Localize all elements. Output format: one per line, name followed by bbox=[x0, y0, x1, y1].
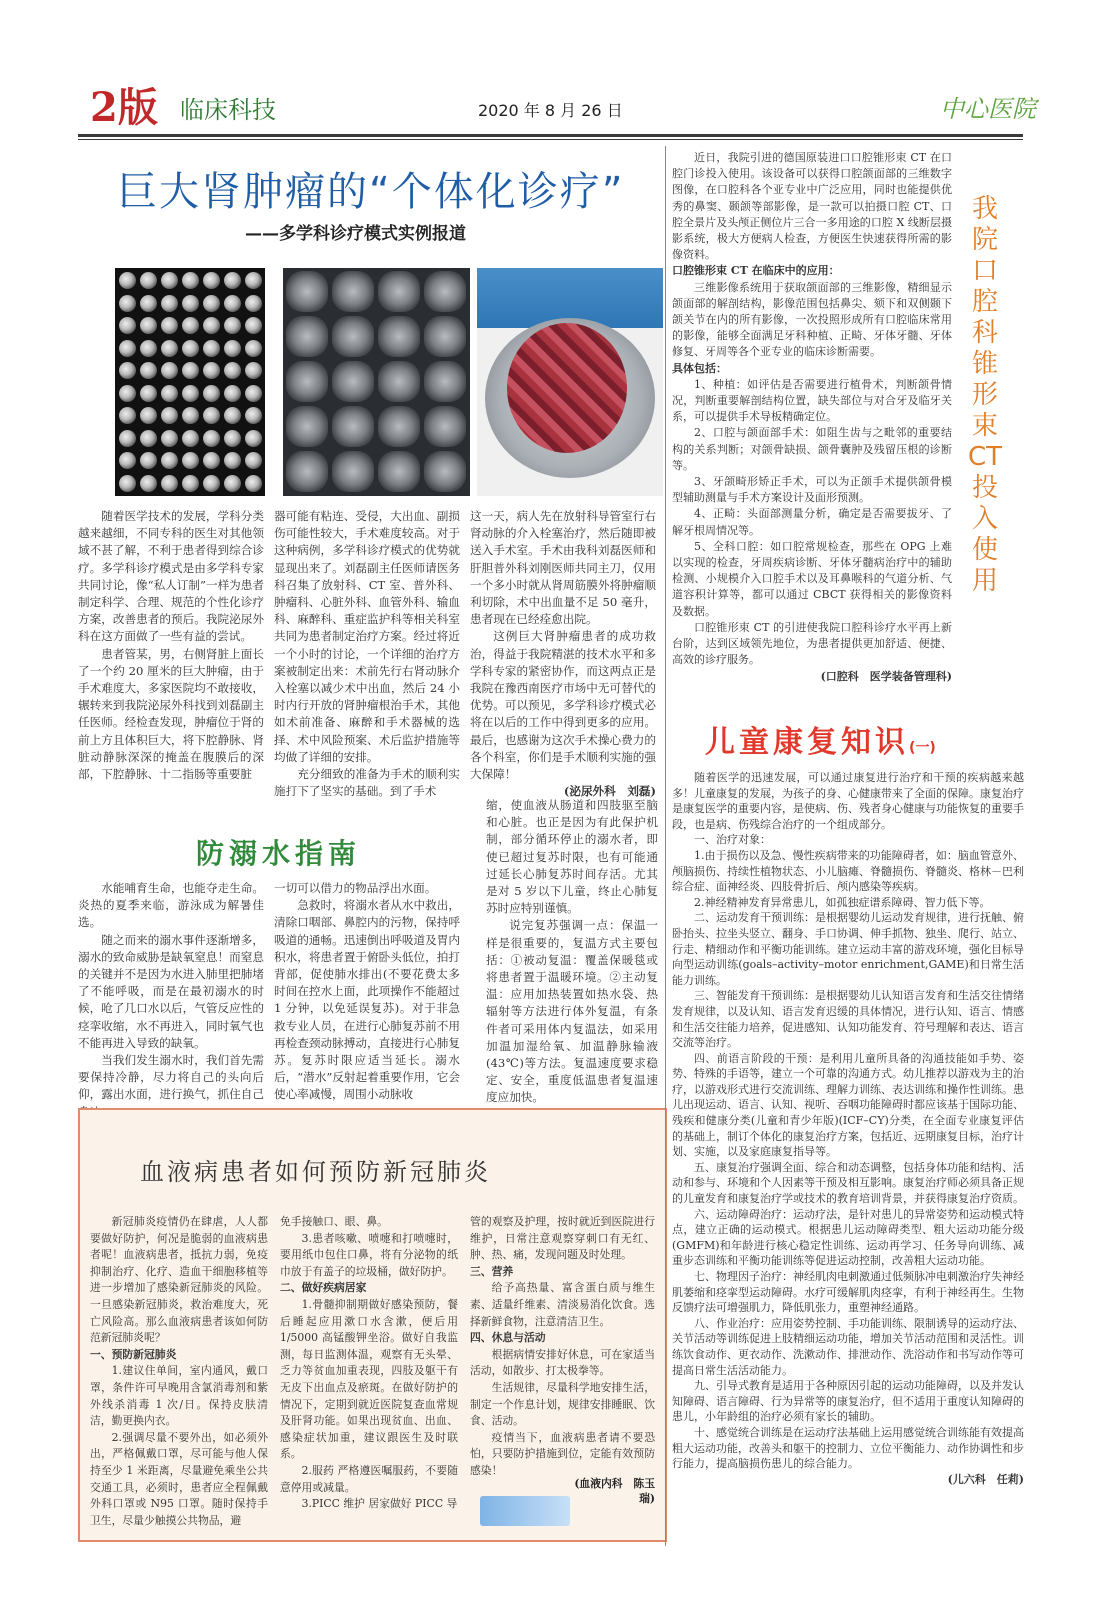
drowning-column-2: 一切可以借力的物品浮出水面。 急救时，将溺水者从水中救出，清除口咽部、鼻腔内的污物，保持呼吸道的通畅。迅速倒出呼吸道及胃内积水，将患者置于俯卧头低位，拍打背部，促使肺水排出(不要花费太多时间在控水上面，此项操作不能超过 1 分钟，以免延误复苏)。对于非急救专业人员，在进行心肺复苏前不用再检查颈动脉搏动，直接进行心肺复苏。复苏时限应适当延长。溺水后，“潜水”反射起着重要作用，它会使心率减慢，周围小动脉收 bbox=[274, 881, 460, 1102]
drowning-column-3: 缩，使血液从肠道和四肢驱至脑和心脏。也正是因为有此保护机制，部分循环停止的溺水者，即使已超过复苏时限，也有可能通过延长心肺复苏时间存活。尤其是对 5 岁以下儿童，终止心肺复苏时应特别谨慎。 说完复苏强调一点：保温一样是很重要的，复温方式主要包括：①被动复温：覆盖保暖毯或将患者置于温暖环境。②主动复温：应用加热装置如热水袋、热辐射等方法进行体外复温，有条件者可采用体内复温法，如采用加温加湿给氧、加温静脉输液(43℃)等方法。复温速度要求稳定、安全，重度低温患者复温速度应加快。 bbox=[486, 797, 658, 1097]
nursing-guide-image bbox=[480, 1496, 570, 1526]
ct-slice bbox=[378, 271, 420, 312]
newspaper-logo: 中心医院 bbox=[940, 95, 1036, 123]
blood-author: (血液内科 陈玉瑞) bbox=[574, 1477, 655, 1505]
blood-article-title: 血液病患者如何预防新冠肺炎 bbox=[140, 1158, 491, 1186]
masthead-rule-thin bbox=[78, 139, 1023, 140]
masthead-rule bbox=[78, 134, 1023, 137]
ct-slice bbox=[224, 407, 241, 424]
ct-slice bbox=[203, 475, 220, 492]
ct-slice bbox=[224, 340, 241, 357]
ct-slice bbox=[332, 451, 374, 492]
ct-slice bbox=[245, 385, 262, 402]
ct-slice bbox=[119, 362, 136, 379]
ct-slice bbox=[203, 385, 220, 402]
ct-slice bbox=[161, 452, 178, 469]
ct-slice bbox=[119, 430, 136, 447]
main-article-column-3: 这一天，病人先在放射科导管室行右肾动脉的介入栓塞治疗，然后随即被送入手术室。手术由我科刘磊医师和肝胆普外科刘刚医师共同主刀，仅用一个多小时就从肾周筋膜外将肿瘤顺利切除，术中出血量不足 50 毫升，患者现在已经痊愈出院。 这例巨大肾肿瘤患者的成功救治，得益于我院精湛的技术水平和多学科专家的紧密协作，而这两点正是我院在豫西南医疗市场中无可替代的优势。可以预见，多学科诊疗模式必将在以后的工作中得到更多的应用。最后，也感谢为这次手术操心费力的各个科室，你们是手术顺利实施的强大保障！ (泌尿外科 刘磊) bbox=[470, 508, 656, 782]
ct-slice bbox=[203, 430, 220, 447]
ct-slice bbox=[182, 362, 199, 379]
main-article-subtitle: ——多学科诊疗模式实例报道 bbox=[245, 224, 466, 244]
ct-article-author: (口腔科 医学装备管理科) bbox=[820, 669, 952, 683]
child-rehab-title: 儿童康复知识(一) bbox=[705, 725, 936, 760]
ct-slice bbox=[182, 317, 199, 334]
ct-slice bbox=[224, 272, 241, 289]
ct-slice bbox=[161, 407, 178, 424]
ct-slice bbox=[203, 452, 220, 469]
ct-slice bbox=[161, 272, 178, 289]
ct-slice bbox=[119, 295, 136, 312]
blood-column-1: 新冠肺炎疫情仍在肆虐，人人都要做好防护，何况是脆弱的血液病患者呢！血液病患者，抵抗力弱，免疫抑制治疗、化疗、造血干细胞移植等进一步增加了感染新冠肺炎的风险。一旦感染新冠肺炎，救治难度大，死亡风险高。那么血液病患者该如何防范新冠肺炎呢？ 一、预防新冠肺炎 1.建议住单间，室内通风，戴口罩，条件许可早晚用含氯消毒剂和紫外线杀消毒 1 次/日。保持皮肤清洁，勤更换内衣。 2.强调尽量不要外出，如必须外出，严格佩戴口罩，尽可能与他人保持至少 1 米距离，尽量避免乘坐公共交通工具，必须时，患者应全程佩戴外科口罩或 N95 口罩。随时保持手卫生，尽量少触摸公共物品，避 bbox=[90, 1215, 268, 1527]
ct-scan-photo bbox=[115, 268, 265, 496]
ct-slice bbox=[203, 407, 220, 424]
ct-slice bbox=[332, 316, 374, 357]
ct-slice bbox=[161, 385, 178, 402]
ct-slice bbox=[140, 407, 157, 424]
ct-slice bbox=[140, 317, 157, 334]
ct-slice bbox=[224, 295, 241, 312]
ct-article-body: 近日，我院引进的德国原装进口口腔锥形束 CT 在口腔门诊投入使用。该设备可以获得口腔颌面部的三维数字图像，在口腔科各个亚专业中广泛应用，同时也能提供优秀的鼻窦、颞颌等部影像，是一款可以拍摄口腔 CT、口腔全景片及头颅正侧位片三合一多用途的口腔 X 线断层摄影系统，极大方便病人检查，方便医生快速获得所需的影像资料。 口腔锥形束 CT 在临床中的应用： 三维影像系统用于获取颌面部的三维影像，精细显示颌面部的解剖结构，影像范围包括鼻尖、颏下和双侧颞下颌关节在内的所有影像，一次投照形成所有口腔临床常用的影像，能够全面满足牙科种植、正畸、牙体牙髓、牙体修复、牙周等各个亚专业的临床诊断需要。 具体包括： 1、种植：如评估是否需要进行植骨术，判断颌骨情况，判断重要解剖结构位置，缺失部位与对合牙及临牙关系，可以提供手术导板精确定位。 2、口腔与颌面部手术：如阻生齿与之毗邻的重要结构的关系判断；对颌骨缺损、颌骨囊肿及残留压根的诊断等。 3、牙颌畸形矫正手术，可以为正颌手术提供颌骨模型辅助测量与手术方案设计及面形预测。 4、正畸：头面部测量分析，确定是否需要拔牙、了解牙根周情况等。 5、全科口腔：如口腔常规检查，那些在 OPG 上难以实现的检查，牙周疾病诊断、牙体牙髓病治疗中的辅助检测、小规模介入口腔手术以及耳鼻喉科的气道分析、气道容积计算等，都可以通过 CBCT 获得相关的影像资料及数据。 口腔锥形束 CT 的引进使我院口腔科诊疗水平再上新台阶，达到区域领先地位，为患者提供更加舒适、便捷、高效的诊疗服务。 (口腔科 医学装备管理科) bbox=[672, 150, 952, 675]
ct-slice bbox=[119, 385, 136, 402]
ct-slice bbox=[119, 475, 136, 492]
main-article-column-2: 器可能有粘连、受侵，大出血、副损伤可能性较大，手术难度较高。对于这种病例，多学科诊疗模式的优势就显现出来了。刘磊副主任医师请医务科召集了放射科、CT 室、普外科、肿瘤科、心脏外科、血管外科、输血科、麻醉科、重症监护科等相关科室共同为患者制定治疗方案。经过将近一个小时的讨论，一个详细的治疗方案被制定出来：术前先行右肾动脉介入栓塞以减少术中出血，然后 24 小时内行开放的肾肿瘤根治手术，其他如术前准备、麻醉和手术器械的选择、术中风险预案、术后监护措施等均做了详细的安排。 充分细致的准备为手术的顺利实施打下了坚实的基础。到了手术 bbox=[274, 509, 460, 799]
ct-slice bbox=[424, 271, 466, 312]
column-divider bbox=[665, 146, 666, 1546]
ct-slice bbox=[119, 452, 136, 469]
ct-slice bbox=[224, 452, 241, 469]
ct-slice bbox=[224, 385, 241, 402]
ct-slice bbox=[140, 430, 157, 447]
tumor-specimen-photo bbox=[477, 268, 663, 496]
ct-slice bbox=[424, 361, 466, 402]
ct-slice bbox=[182, 295, 199, 312]
ct-slice bbox=[119, 340, 136, 357]
ct-slice bbox=[332, 361, 374, 402]
ct-slice bbox=[286, 271, 328, 312]
ct-slice bbox=[424, 406, 466, 447]
blood-column-2: 免手接触口、眼、鼻。 3.患者咳嗽、喷嚏和打喷嚏时，要用纸巾包住口鼻，将有分泌物的纸巾放于有盖子的垃圾桶，做好防护。 二、做好疾病居家 1.骨髓抑制期做好感染预防，餐后睡起应用漱口水含漱，便后用 1/5000 高锰酸钾坐浴。做好自我监测，每日监测体温，观察有无头晕、乏力等贫血加重表现，四肢及躯干有无皮下出血点及瘀斑。在做好防护的情况下，定期到就近医院复查血常规及肝肾功能。如果出现贫血、出血、感染症状加重，建议跟医生及时联系。 2.服药 严格遵医嘱服药，不要随意停用或减量。 3.PICC 维护 居家做好 PICC 导 bbox=[280, 1215, 458, 1511]
ct-slice bbox=[224, 475, 241, 492]
ct-slice bbox=[224, 362, 241, 379]
ct-slice bbox=[161, 317, 178, 334]
ct-slice bbox=[140, 340, 157, 357]
ct-slice bbox=[140, 475, 157, 492]
ct-slice bbox=[182, 430, 199, 447]
blood-column-3: 管的观察及护理，按时就近到医院进行维护，日常注意观察穿刺口有无红、肿、热、痛，发现问题及时处理。 三、营养 给予高热量、富含蛋白质与维生素、适量纤维素、清淡易消化饮食。选择新鲜食物，注意清洁卫生。 四、休息与活动 根据病情安排好休息，可在家适当活动，如散步、打太极拳等。 生活规律，尽量科学地安排生活，制定一个作息计划，规律安排睡眠、饮食、活动。 疫情当下，血液病患者请不要恐怕，只要防护措施到位，定能有效预防感染！ bbox=[470, 1215, 655, 1477]
ct-slice bbox=[182, 340, 199, 357]
ct-slice bbox=[182, 272, 199, 289]
ct-slice bbox=[224, 430, 241, 447]
ct-slice bbox=[245, 475, 262, 492]
main-article-title: 巨大肾肿瘤的“个体化诊疗” bbox=[117, 169, 625, 215]
ct-slice bbox=[332, 406, 374, 447]
ct-article-title: 我院口腔科锥形束CT投入使用 bbox=[967, 194, 1003, 596]
ct-slice bbox=[203, 295, 220, 312]
ct-slice bbox=[119, 272, 136, 289]
ct-slice bbox=[161, 430, 178, 447]
ct-slice bbox=[378, 406, 420, 447]
ct-slice bbox=[378, 361, 420, 402]
page-number: 2版 bbox=[90, 84, 158, 131]
child-rehab-body: 随着医学的迅速发展，可以通过康复进行治疗和干预的疾病越来越多！儿童康复的发展，为孩子的身、心健康带来了全面的保障。康复治疗是康复医学的重要内容，是使病、伤、残者身心健康与功能恢复的重要手段，也是病、伤残综合治疗的一个组成部分。 一、治疗对象： 1.由于损伤以及急、慢性疾病带来的功能障碍者，如：脑血管意外、颅脑损伤、持续性植物状态、小儿脑瘫、脊髓损伤、脊髓炎、格林－巴利综合症、面神经炎、四肢骨折后、颅内感染等疾病。 2.神经精神发育异常患儿，如孤独症谱系障碍、智力低下等。 二、运动发育干预训练：是根据婴幼儿运动发育规律，进行抚触、俯卧抬头、拉坐头竖立、翻身、手口协调、伸手抓物、独坐、爬行、站立、行走、精细动作和平衡功能训练。建立运动丰富的游戏环境，强化目标导向型运动训练(goals–activity–motor enrichment,GAME)和日常生活能力训练。 三、智能发育干预训练：是根据婴幼儿认知语言发育和生活交往情绪发育规律，以及认知、语言发育迟缓的具体情况，进行认知、语言、情感和生活交往能力培养，促进感知、认知功能发育、符号理解和表达、语言交流等治疗。 四、前语言阶段的干预：是利用儿童所具备的沟通技能如手势、姿势、特殊的手语等，建立一个可靠的沟通方式。幼儿推荐以游戏为主的治疗，以游戏形式进行交流训练、理解力训练、表达训练和操作性训练。患儿出现运动、语言、认知、视听、吞咽功能障碍时都应该基于国际功能、残疾和健康分类(儿童和青少年版)(ICF–CY)分类，在全面专业康复评估的基础上，制订个体化的康复治疗方案，包括近、远期康复目标，治疗计划、实施，以及家庭康复指导等。 五、康复治疗强调全面、综合和动态调整，包括身体功能和结构、活动和参与、环境和个人因素等干预及相互影响。康复治疗师必须具备正规的儿童发育和康复治疗学或技术的教育培训背景，并获得康复治疗资质。 六、运动障碍治疗：运动疗法，是针对患儿的异常姿势和运动模式特点，建立正确的运动模式。根据患儿运动障碍类型、粗大运动功能分级(GMFM)和年龄进行核心稳定性训练、运动再学习、任务导向训练、减重步态训练和平衡功能训练等促进运动控制，改善粗大运动功能。 七、物理因子治疗：神经肌肉电刺激通过低频脉冲电刺激治疗失神经肌萎缩和痉挛型运动障碍。水疗可缓解肌肉痉挛，有利于神经再生。生物反馈疗法可增强肌力，降低肌张力，重塑神经通路。 八、作业治疗：应用姿势控制、手功能训练、限制诱导的运动疗法、关节活动等训练促进上肢精细运动功能，增加关节活动范围和灵活性。训练饮食动作、更衣动作、洗漱动作、排泄动作、洗浴动作和书写动作等可提高日常生活活动能力。 九、引导式教育是适用于各种原因引起的运动功能障碍，以及并发认知障碍、语言障碍、行为异常等的康复治疗，但不适用于重度认知障碍的患儿，小年龄组的治疗必须有家长的辅助。 十、感觉统合训练是在运动疗法基础上运用感觉统合训练能有效提高粗大运动功能，改善头和躯干的控制力、立位平衡能力、动作协调性和步行能力，提高脑损伤患儿的综合能力。 (儿六科 任莉) bbox=[672, 771, 1024, 1486]
ct-slice bbox=[245, 340, 262, 357]
ct-slice bbox=[245, 407, 262, 424]
drowning-article-title: 防溺水指南 bbox=[196, 837, 362, 870]
ct-slice bbox=[161, 295, 178, 312]
ct-slice bbox=[378, 316, 420, 357]
ct-slice bbox=[140, 452, 157, 469]
ct-slice bbox=[140, 295, 157, 312]
ct-slice bbox=[203, 317, 220, 334]
drowning-column-1: 水能哺育生命，也能夺走生命。炎热的夏季来临，游泳成为解暑佳选。 随之而来的溺水事件逐渐增多，溺水的致命威胁是缺氧窒息！而窒息的关键并不是因为水进入肺里把肺堵了不能呼吸，而是在最初溺水的时候，呛了几口水以后，气管反应性的痉挛收缩，水不再进入，同时氧气也不能再进入导致的缺氧。 当我们发生溺水时，我们首先需要保持冷静，尽力将自己的头向后仰，露出水面，进行换气，抓住自己 bbox=[78, 881, 264, 1102]
ct-slice bbox=[245, 362, 262, 379]
ct-series-photo bbox=[283, 268, 470, 496]
ct-slice bbox=[182, 475, 199, 492]
ct-slice bbox=[182, 385, 199, 402]
main-article-author: (泌尿外科 刘磊) bbox=[563, 784, 656, 799]
ct-slice bbox=[245, 430, 262, 447]
issue-date: 2020 年 8 月 26 日 bbox=[478, 101, 623, 120]
ct-slice bbox=[286, 451, 328, 492]
ct-slice bbox=[245, 452, 262, 469]
ct-slice bbox=[203, 340, 220, 357]
ct-slice bbox=[182, 452, 199, 469]
ct-slice bbox=[161, 340, 178, 357]
ct-slice bbox=[245, 295, 262, 312]
ct-slice bbox=[161, 362, 178, 379]
ct-slice bbox=[378, 451, 420, 492]
ct-slice bbox=[286, 316, 328, 357]
ct-slice bbox=[424, 316, 466, 357]
ct-slice bbox=[203, 272, 220, 289]
ct-slice bbox=[332, 271, 374, 312]
section-title: 临床科技 bbox=[180, 96, 276, 124]
ct-slice bbox=[424, 451, 466, 492]
ct-slice bbox=[119, 317, 136, 334]
ct-slice bbox=[286, 406, 328, 447]
child-rehab-author: (儿六科 任莉) bbox=[947, 1472, 1024, 1486]
ct-slice bbox=[140, 385, 157, 402]
ct-slice bbox=[140, 272, 157, 289]
ct-slice bbox=[161, 475, 178, 492]
ct-slice bbox=[203, 362, 220, 379]
ct-slice bbox=[119, 407, 136, 424]
ct-slice bbox=[245, 272, 262, 289]
ct-slice bbox=[224, 317, 241, 334]
ct-slice bbox=[140, 362, 157, 379]
main-article-column-1: 随着医学技术的发展，学科分类越来越细，不同专科的医生对其他领域不甚了解，不利于患者得到综合诊疗。多学科诊疗模式是由多学科专家共同讨论，像“私人订制”一样为患者制定科学、合理、规范的个性化诊疗方案，改善患者的预后。我院泌尿外科在这方面做了一些有益的尝试。 患者管某，男，右侧肾脏上面长了一个约 20 厘米的巨大肿瘤，由于手术难度大，多家医院均不敢接收，辗转来到我院泌尿外科找到刘磊副主任医师。经检查发现，肿瘤位于肾的前上方且体积巨大，将下腔静脉、肾脏动静脉深深的掩盖在腹膜后的深部，下腔静脉、十二指肠等重要脏 bbox=[78, 509, 264, 782]
ct-slice bbox=[286, 361, 328, 402]
ct-slice bbox=[182, 407, 199, 424]
ct-slice bbox=[245, 317, 262, 334]
